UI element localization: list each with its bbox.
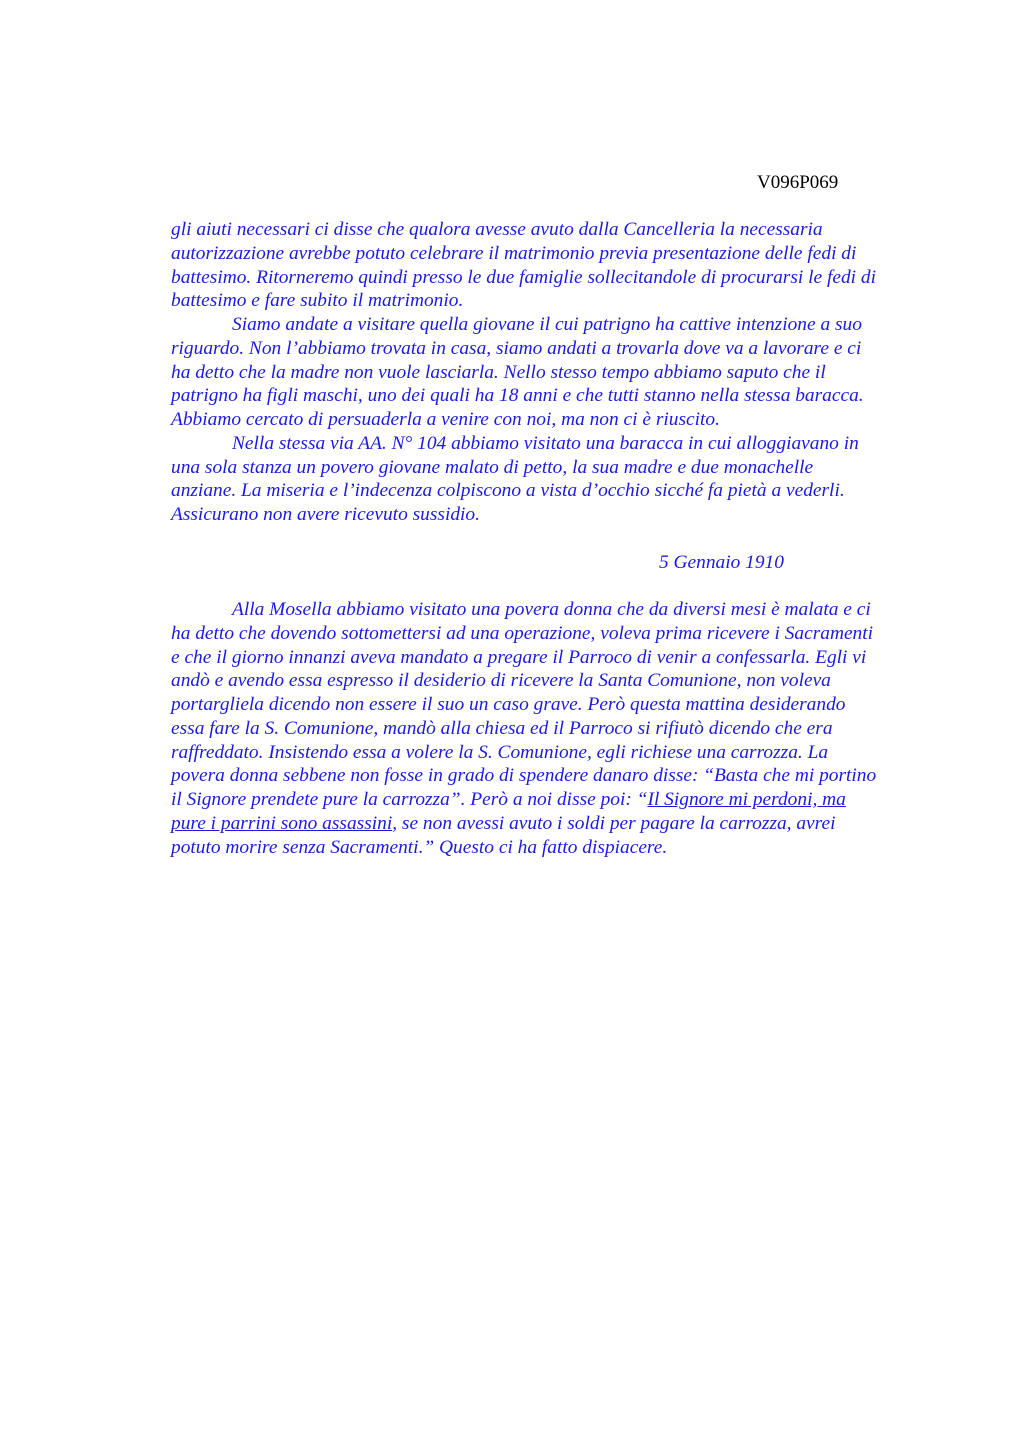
text-line: andò e avendo essa espresso il desiderio di ricevere la Santa Comunione, non voleva	[171, 670, 831, 692]
text-line: una sola stanza un povero giovane malato di petto, la sua madre e due monachelle	[171, 456, 814, 478]
text-line: potuto morire senza Sacramenti.” Questo ci ha fatto dispiacere.	[171, 836, 668, 858]
text-segment: , se non avessi avuto i soldi per pagare la carrozza, avrei	[392, 812, 836, 834]
text-line: gli aiuti necessari ci disse che qualora avesse avuto dalla Cancelleria la necessaria	[171, 219, 823, 240]
text-line: Alla Mosella abbiamo visitato una povera donna che da diversi mesi è malata e ci	[232, 599, 871, 620]
text-line: essa fare la S. Comunione, mandò alla chiesa ed il Parroco si rifiutò dicendo che era	[171, 717, 833, 739]
entry-date: 5 Gennaio 1910	[659, 551, 784, 573]
underlined-quote: pure i parrini sono assassini	[171, 812, 393, 834]
text-line: raffreddato. Insistendo essa a volere la S. Comunione, egli richiese una carrozza. La	[171, 741, 829, 763]
blank-line	[171, 574, 931, 598]
text-line: anziane. La miseria e l’indecenza colpiscono a vista d’occhio sicché fa pietà a vederli.	[171, 480, 845, 502]
document-body	[171, 218, 931, 859]
paragraph-2	[171, 313, 931, 432]
paragraph-3	[171, 432, 931, 527]
text-line: Siamo andate a visitare quella giovane il cui patrigno ha cattive intenzione a suo	[232, 314, 862, 335]
text-line: e che il giorno innanzi aveva mandato a pregare il Parroco di venir a confessarla. Egli vi	[171, 646, 867, 668]
paragraph-1	[171, 218, 931, 313]
text-line: povera donna sebbene non fosse in grado di spendere danaro disse: “Basta che mi portino	[171, 765, 877, 787]
text-line: riguardo. Non l’abbiamo trovata in casa, siamo andati a trovarla dove va a lavorare e ci	[171, 337, 862, 359]
text-line: Abbiamo cercato di persuaderla a venire con noi, ma non ci è riuscito.	[171, 409, 720, 430]
text-line: Assicurano non avere ricevuto sussidio.	[171, 504, 480, 525]
text-line: ha detto che dovendo sottomettersi ad una operazione, voleva prima ricevere i Sacramenti	[171, 622, 874, 644]
blank-line	[171, 527, 931, 551]
page-identifier: V096P069	[757, 172, 839, 193]
text-line: patrigno ha figli maschi, uno dei quali ha 18 anni e che tutti stanno nella stessa baracca.	[171, 385, 864, 407]
text-line: autorizzazione avrebbe potuto celebrare il matrimonio previa presentazione delle fedi di	[171, 242, 857, 264]
underlined-quote: Il Signore mi perdoni, ma	[647, 789, 846, 810]
text-line	[171, 788, 931, 812]
text-line: battesimo. Ritorneremo quindi presso le due famiglie sollecitandole di procurarsi le fedi di	[171, 266, 876, 288]
text-line: battesimo e fare subito il matrimonio.	[171, 290, 464, 312]
text-line: ha detto che la madre non vuole lasciarla. Nello stesso tempo abbiamo saputo che il	[171, 361, 826, 383]
text-line: portargliela dicendo non essere il suo un caso grave. Però questa mattina desiderando	[171, 694, 846, 715]
paragraph-4	[171, 598, 931, 859]
text-segment: il Signore prendete pure la carrozza”. Però a noi disse poi: “	[171, 789, 648, 810]
text-line: Nella stessa via AA. N° 104 abbiamo visitato una baracca in cui alloggiavano in	[232, 432, 859, 454]
text-line	[171, 812, 931, 836]
